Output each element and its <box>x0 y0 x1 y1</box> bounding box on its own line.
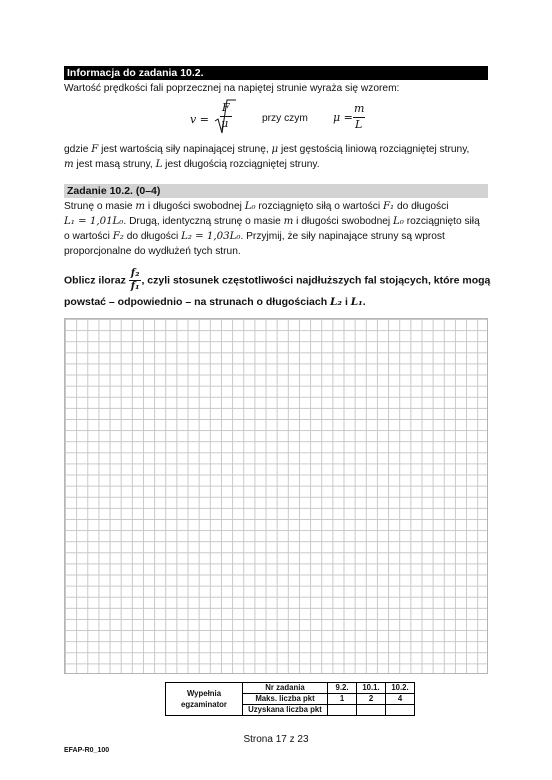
text: i długości swobodnej <box>293 216 393 227</box>
text: do długości <box>123 231 182 242</box>
math-L1: L₁ <box>350 296 363 308</box>
text: powstać – odpowiednio – na strunach o długościach <box>64 296 331 308</box>
formula-velocity-num: F <box>222 101 230 114</box>
task-line1 <box>64 199 449 215</box>
text: jest wartością siły napinającej strunę, <box>98 144 272 155</box>
text: . <box>362 296 366 308</box>
max-points-cell: 4 <box>386 694 415 705</box>
text: do długości <box>394 201 449 212</box>
row-label-task-number: Nr zadania <box>243 683 328 694</box>
question-line1 <box>64 268 490 293</box>
text: jest długością rozciągniętej struny. <box>162 159 320 170</box>
column-header: 10.2. <box>386 683 415 694</box>
fill-label <box>166 683 243 716</box>
task-header: Zadanie 10.2. (0–4) <box>64 184 488 198</box>
info-desc-line2 <box>64 157 320 173</box>
text: i długości swobodnej <box>145 201 245 212</box>
max-points-cell: 2 <box>357 694 386 705</box>
task-line3 <box>64 229 445 245</box>
info-desc-line1 <box>64 142 469 158</box>
obtained-points-cell[interactable] <box>328 705 357 716</box>
text: egzaminator <box>181 700 227 709</box>
formula-velocity-lhs: v = <box>190 113 209 126</box>
row-label-obtained-points: Uzyskana liczba pkt <box>243 705 328 716</box>
text: rozciągnięto siłą o wartości <box>255 201 383 212</box>
text: jest gęstością liniową rozciągniętej struny, <box>278 144 470 155</box>
math-L2: L₂ <box>330 296 343 308</box>
math-F1: F₁ <box>382 201 395 212</box>
column-header: 10.1. <box>357 683 386 694</box>
formula-density-lhs: μ = <box>333 111 353 124</box>
text: , czyli stosunek częstotliwości najdłuższych fal stojących, które mogą <box>141 274 491 287</box>
obtained-points-cell[interactable] <box>357 705 386 716</box>
row-label-max-points: Maks. liczba pkt <box>243 694 328 705</box>
ratio-fraction <box>129 268 142 293</box>
formula-velocity <box>190 97 250 137</box>
text: Oblicz iloraz <box>64 274 129 287</box>
question-line2 <box>64 295 366 311</box>
math-L0: L₀ <box>244 201 256 212</box>
math-m: m <box>135 201 146 212</box>
text: gdzie <box>64 144 92 155</box>
text: Wypełnia <box>186 689 222 698</box>
document-code: EFAP-R0_100 <box>64 747 110 754</box>
formula-density-den: L <box>355 118 363 131</box>
fraction-numerator: f₂ <box>130 268 140 279</box>
text: i <box>342 296 351 308</box>
where-label: przy czym <box>262 113 308 124</box>
math-F: F <box>91 144 99 155</box>
math-L2: L₂ = 1,03L₀ <box>181 231 241 242</box>
task-line4: proporcjonalne do wydłużeń tych strun. <box>64 246 241 257</box>
text: . Przyjmij, że siły napinające struny są wprost <box>240 231 445 242</box>
math-L: L <box>155 159 163 170</box>
obtained-points-cell[interactable] <box>386 705 415 716</box>
math-L0: L₀ <box>393 216 404 227</box>
text: Strunę o masie <box>64 201 136 212</box>
max-points-cell: 1 <box>328 694 357 705</box>
math-L1: L₁ = 1,01L₀ <box>64 216 124 227</box>
math-m: m <box>64 159 74 170</box>
info-intro: Wartość prędkości fali poprzecznej na napiętej strunie wyraża się wzorem: <box>64 83 400 94</box>
text: rozciągnięto siłą <box>403 216 480 227</box>
text: . Drugą, identyczną strunę o masie <box>123 216 284 227</box>
fraction-denominator: f₁ <box>130 281 140 292</box>
task-line2 <box>64 214 480 230</box>
info-header: Informacja do zadania 10.2. <box>64 66 488 80</box>
column-header: 9.2. <box>328 683 357 694</box>
page-number: Strona 17 z 23 <box>243 734 309 745</box>
answer-grid[interactable] <box>64 318 488 674</box>
formula-density <box>333 102 373 134</box>
formula-density-num: m <box>354 102 365 115</box>
score-table <box>165 682 415 716</box>
text: o wartości <box>64 231 113 242</box>
formula-velocity-den: μ <box>221 117 229 130</box>
math-mu: μ <box>271 144 279 155</box>
text: jest masą struny, <box>73 159 156 170</box>
math-F2: F₂ <box>112 231 124 242</box>
math-m: m <box>283 216 294 227</box>
